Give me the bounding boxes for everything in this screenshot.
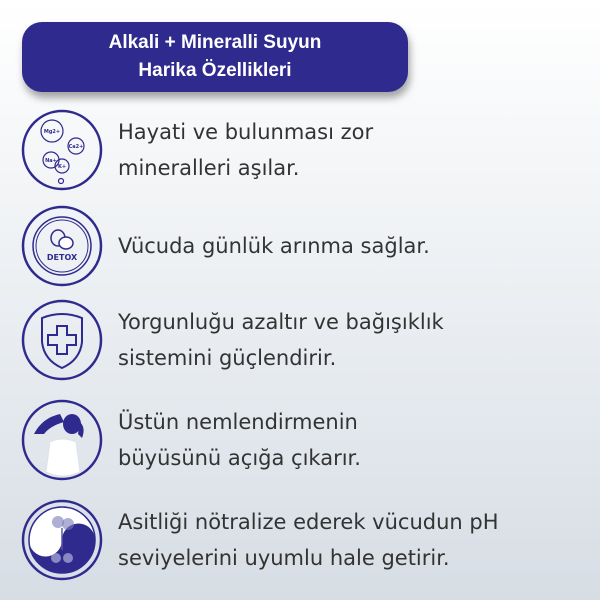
mineral-label: Na+ (45, 158, 57, 164)
shield-cross-icon (20, 298, 104, 382)
feature-item (20, 298, 590, 382)
feature-line-2: büyüsünü açığa çıkarır. (118, 446, 361, 470)
feature-item (20, 204, 590, 288)
title-banner (22, 22, 408, 92)
banner-line-1: Alkali + Mineralli Suyun (108, 32, 322, 53)
yin-yang-tree-icon (20, 498, 104, 582)
feature-line-2: sistemini güçlendirir. (118, 346, 337, 370)
feature-line-1: Üstün nemlendirmenin (118, 410, 358, 434)
banner-line-2: Harika Özellikleri (138, 60, 292, 81)
drinking-person-icon (20, 398, 104, 482)
feature-line-1: Yorgunluğu azaltır ve bağışıklık (118, 310, 444, 334)
mineral-label: K+ (57, 164, 67, 170)
detox-icon (20, 204, 104, 288)
feature-item (20, 498, 590, 582)
feature-item (20, 108, 590, 192)
feature-item (20, 398, 590, 482)
minerals-icon (20, 108, 104, 192)
feature-line-2: mineralleri aşılar. (118, 156, 300, 180)
mineral-label: Ca2+ (68, 144, 84, 150)
feature-line-1: Vücuda günlük arınma sağlar. (118, 234, 430, 258)
feature-line-1: Asitliği nötralize ederek vücudun pH (118, 510, 499, 534)
feature-line-1: Hayati ve bulunması zor (118, 120, 374, 144)
detox-label: DETOX (46, 253, 78, 262)
mineral-label: Mg2+ (43, 129, 61, 135)
feature-line-2: seviyelerini uyumlu hale getirir. (118, 546, 450, 570)
